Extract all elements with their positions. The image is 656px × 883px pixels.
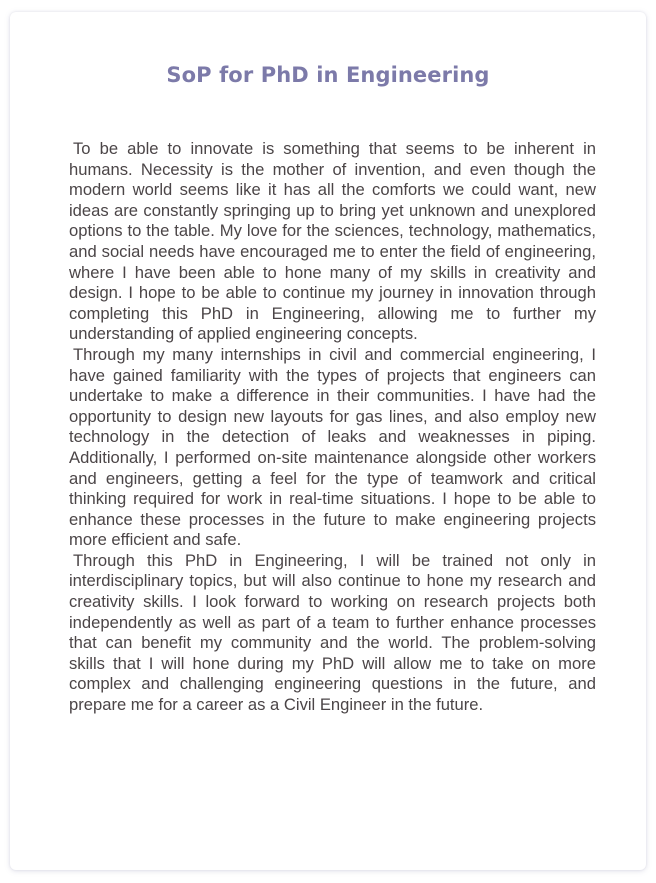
document-page bbox=[10, 12, 646, 870]
document-title: SoP for PhD in Engineering bbox=[166, 63, 490, 87]
paragraph-intro: To be able to innovate is something that seems to be inherent in humans. Necessity is the mother of invention, and even though the modern world seems like it has all the comforts we could want, new ideas are constantly springing up to bring yet unknown and unexplored options to the table. My love for the sciences, technology, mathematics, and social needs have encouraged me to enter the field of engineering, where I have been able to hone many of my skills in creativity and design. I hope to be able to continue my journey in innovation through completing this PhD in Engineering, allowing me to further my understanding of applied engineering concepts. bbox=[69, 139, 596, 344]
paragraph-goals: Through this PhD in Engineering, I will be trained not only in interdisciplinary topics, but will also continue to hone my research and creativity skills. I look forward to working on research projects both independently as well as part of a team to further enhance processes that can benefit my community and the world. The problem-solving skills that I will hone during my PhD will allow me to take on more complex and challenging engineering questions in the future, and prepare me for a career as a Civil Engineer in the future. bbox=[69, 550, 596, 715]
paragraph-experience: Through my many internships in civil and commercial engineering, I have gained familiarity with the types of projects that engineers can undertake to make a difference in their communities. I have had the opportunity to design new layouts for gas lines, and also employ new technology in the detection of leaks and weaknesses in piping. Additionally, I performed on-site maintenance alongside other workers and engineers, getting a feel for the type of teamwork and critical thinking required for work in real-time situations. I hope to be able to enhance these processes in the future to make engineering projects more efficient and safe. bbox=[69, 344, 596, 550]
document-body bbox=[69, 139, 596, 716]
